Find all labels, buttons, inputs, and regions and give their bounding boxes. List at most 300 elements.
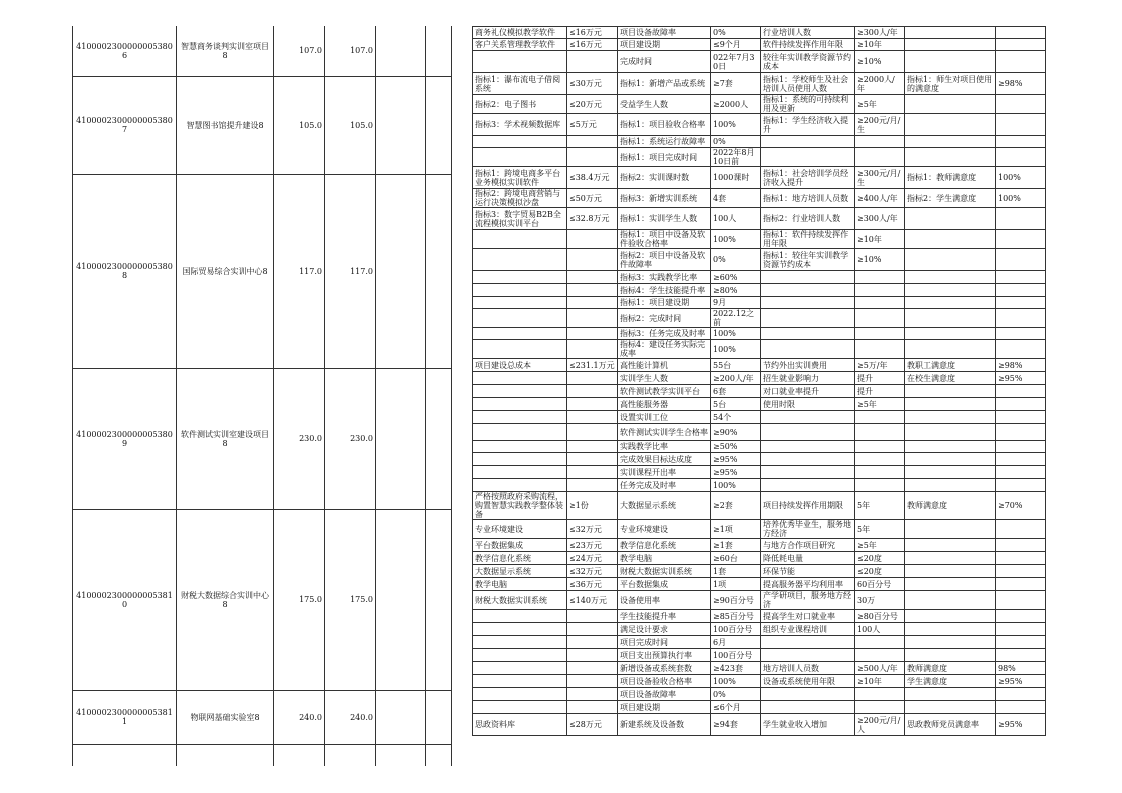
indicator-name-cell: 满足设计要求 bbox=[618, 623, 711, 636]
project-amount: 175.0 bbox=[325, 509, 376, 690]
indicator-name-cell: 指标3：数字贸易B2B全流程模拟实训平台 bbox=[473, 208, 567, 230]
indicator-value-cell: ≥2000人 bbox=[711, 95, 761, 114]
indicator-row bbox=[473, 136, 1046, 148]
indicator-value-cell: ≤24万元 bbox=[567, 552, 618, 565]
performance-indicator-table bbox=[472, 26, 1046, 736]
indicator-value-cell: ≥300人/年 bbox=[855, 208, 905, 230]
indicator-value-cell bbox=[996, 610, 1046, 623]
indicator-name-cell: 指标2：完成时间 bbox=[618, 309, 711, 328]
empty-cell bbox=[73, 744, 177, 766]
indicator-name-cell: 项目设备故障率 bbox=[618, 27, 711, 39]
indicator-value-cell bbox=[996, 328, 1046, 340]
indicator-row bbox=[473, 284, 1046, 297]
indicator-name-cell bbox=[761, 271, 855, 284]
indicator-name-cell: 教学信息化系统 bbox=[473, 552, 567, 565]
indicator-name-cell: 环保节能 bbox=[761, 565, 855, 578]
indicator-name-cell bbox=[473, 271, 567, 284]
indicator-value-cell bbox=[567, 328, 618, 340]
indicator-name-cell bbox=[905, 95, 996, 114]
indicator-name-cell: 指标1：项目建设期 bbox=[618, 297, 711, 309]
indicator-row bbox=[473, 189, 1046, 208]
indicator-name-cell bbox=[473, 701, 567, 714]
indicator-name-cell: 指标1：地方培训人员数 bbox=[761, 189, 855, 208]
indicator-name-cell bbox=[761, 466, 855, 479]
indicator-name-cell bbox=[761, 411, 855, 424]
indicator-name-cell: 项目支出预算执行率 bbox=[618, 649, 711, 662]
indicator-value-cell bbox=[855, 411, 905, 424]
indicator-value-cell: ≥2套 bbox=[711, 492, 761, 520]
indicator-value-cell bbox=[567, 466, 618, 479]
indicator-name-cell bbox=[761, 148, 855, 167]
indicator-name-cell: 受益学生人数 bbox=[618, 95, 711, 114]
project-name: 物联网基础实验室8 bbox=[177, 690, 274, 744]
indicator-value-cell bbox=[996, 565, 1046, 578]
indicator-value-cell: ≥5年 bbox=[855, 398, 905, 411]
indicator-row bbox=[473, 328, 1046, 340]
indicator-name-cell bbox=[905, 424, 996, 441]
indicator-name-cell bbox=[473, 441, 567, 453]
empty-cell bbox=[376, 509, 426, 690]
indicator-value-cell bbox=[996, 623, 1046, 636]
indicator-value-cell bbox=[567, 610, 618, 623]
empty-cell bbox=[376, 744, 426, 766]
indicator-value-cell bbox=[567, 230, 618, 249]
empty-cell bbox=[376, 26, 426, 76]
indicator-name-cell: 指标2：行业培训人数 bbox=[761, 208, 855, 230]
indicator-name-cell: 项目设备验收合格率 bbox=[618, 675, 711, 688]
project-code: 41000023000000053811 bbox=[73, 690, 177, 744]
indicator-value-cell: 100人 bbox=[711, 208, 761, 230]
project-name: 软件测试实训室建设项目8 bbox=[177, 368, 274, 509]
indicator-value-cell: ≥80百分号 bbox=[855, 610, 905, 623]
indicator-name-cell bbox=[473, 411, 567, 424]
indicator-name-cell: 教师满意度 bbox=[905, 492, 996, 520]
indicator-value-cell bbox=[855, 649, 905, 662]
indicator-row bbox=[473, 95, 1046, 114]
indicator-row bbox=[473, 662, 1046, 675]
indicator-row bbox=[473, 479, 1046, 492]
indicator-value-cell bbox=[567, 372, 618, 385]
project-amount: 105.0 bbox=[325, 76, 376, 174]
indicator-name-cell bbox=[905, 453, 996, 466]
indicator-row bbox=[473, 466, 1046, 479]
project-name: 财税大数据综合实训中心8 bbox=[177, 509, 274, 690]
indicator-name-cell: 提高服务器平均利用率 bbox=[761, 578, 855, 591]
indicator-value-cell: ≤36万元 bbox=[567, 578, 618, 591]
indicator-name-cell bbox=[905, 385, 996, 398]
indicator-value-cell: ≥1套 bbox=[711, 539, 761, 552]
indicator-name-cell: 组织专业课程培训 bbox=[761, 623, 855, 636]
indicator-value-cell bbox=[567, 701, 618, 714]
indicator-value-cell: ≤30万元 bbox=[567, 73, 618, 95]
indicator-value-cell: ≥95% bbox=[996, 675, 1046, 688]
indicator-value-cell: ≤9个月 bbox=[711, 39, 761, 51]
indicator-name-cell bbox=[761, 284, 855, 297]
indicator-value-cell: ≥10年 bbox=[855, 230, 905, 249]
project-code: 41000023000000053810 bbox=[73, 509, 177, 690]
indicator-value-cell: ≥5年 bbox=[855, 95, 905, 114]
indicator-name-cell bbox=[905, 411, 996, 424]
indicator-name-cell: 指标1：跨境电商多平台业务模拟实训软件 bbox=[473, 167, 567, 189]
indicator-name-cell: 商务礼仪模拟教学软件 bbox=[473, 27, 567, 39]
indicator-name-cell bbox=[905, 441, 996, 453]
indicator-value-cell: 100人 bbox=[855, 623, 905, 636]
indicator-row bbox=[473, 114, 1046, 136]
indicator-name-cell: 平台数据集成 bbox=[473, 539, 567, 552]
indicator-value-cell: ≥300元/月/生 bbox=[855, 167, 905, 189]
indicator-name-cell bbox=[473, 662, 567, 675]
indicator-name-cell bbox=[905, 539, 996, 552]
indicator-name-cell bbox=[473, 636, 567, 649]
indicator-name-cell bbox=[473, 51, 567, 73]
indicator-name-cell bbox=[905, 328, 996, 340]
indicator-value-cell: ≥94套 bbox=[711, 714, 761, 736]
indicator-value-cell: ≥10% bbox=[855, 51, 905, 73]
indicator-value-cell bbox=[855, 424, 905, 441]
indicator-value-cell: 100% bbox=[996, 189, 1046, 208]
indicator-name-cell: 财税大数据实训系统 bbox=[473, 591, 567, 610]
empty-cell bbox=[274, 744, 325, 766]
indicator-value-cell bbox=[996, 701, 1046, 714]
indicator-row bbox=[473, 688, 1046, 701]
empty-cell bbox=[426, 26, 452, 76]
indicator-value-cell: 98% bbox=[996, 662, 1046, 675]
indicator-row bbox=[473, 372, 1046, 385]
indicator-name-cell: 指标3：学术视频数据库 bbox=[473, 114, 567, 136]
indicator-value-cell: ≥10% bbox=[855, 249, 905, 271]
indicator-name-cell: 专业环境建设 bbox=[618, 520, 711, 539]
indicator-row bbox=[473, 520, 1046, 539]
indicator-value-cell bbox=[996, 424, 1046, 441]
indicator-name-cell bbox=[905, 230, 996, 249]
indicator-name-cell bbox=[905, 136, 996, 148]
indicator-value-cell: 0% bbox=[711, 249, 761, 271]
indicator-name-cell: 任务完成及时率 bbox=[618, 479, 711, 492]
indicator-name-cell: 指标1：系统的可持续利用及更新 bbox=[761, 95, 855, 114]
indicator-name-cell: 培养优秀毕业生，服务地方经济 bbox=[761, 520, 855, 539]
project-row bbox=[73, 76, 452, 174]
project-amount: 117.0 bbox=[274, 174, 325, 368]
indicator-value-cell bbox=[996, 51, 1046, 73]
indicator-row bbox=[473, 208, 1046, 230]
indicator-name-cell: 指标2：跨境电商营销与运行决策模拟沙盘 bbox=[473, 189, 567, 208]
indicator-row bbox=[473, 591, 1046, 610]
indicator-value-cell bbox=[567, 340, 618, 359]
indicator-value-cell bbox=[996, 230, 1046, 249]
indicator-value-cell: ≥85百分号 bbox=[711, 610, 761, 623]
indicator-name-cell: 指标1：学校师生及社会培训人员使用人数 bbox=[761, 73, 855, 95]
indicator-name-cell: 实践教学比率 bbox=[618, 441, 711, 453]
indicator-value-cell bbox=[996, 340, 1046, 359]
indicator-name-cell bbox=[905, 208, 996, 230]
indicator-name-cell: 指标1：师生对项目使用的满意度 bbox=[905, 73, 996, 95]
indicator-value-cell: ≤38.4万元 bbox=[567, 167, 618, 189]
indicator-name-cell bbox=[761, 636, 855, 649]
indicator-value-cell bbox=[996, 552, 1046, 565]
indicator-name-cell bbox=[761, 649, 855, 662]
indicator-value-cell bbox=[567, 662, 618, 675]
indicator-value-cell: ≤32万元 bbox=[567, 565, 618, 578]
indicator-value-cell: ≥95% bbox=[711, 453, 761, 466]
indicator-value-cell bbox=[567, 479, 618, 492]
indicator-name-cell: 项目建设总成本 bbox=[473, 359, 567, 372]
indicator-name-cell bbox=[905, 623, 996, 636]
indicator-name-cell: 指标2：实训课时数 bbox=[618, 167, 711, 189]
indicator-name-cell bbox=[905, 39, 996, 51]
indicator-row bbox=[473, 649, 1046, 662]
indicator-value-cell: ≤6个月 bbox=[711, 701, 761, 714]
indicator-value-cell: 6套 bbox=[711, 385, 761, 398]
indicator-name-cell bbox=[905, 701, 996, 714]
indicator-name-cell: 思政教师党员满意率 bbox=[905, 714, 996, 736]
indicator-row bbox=[473, 398, 1046, 411]
empty-cell bbox=[376, 174, 426, 368]
indicator-name-cell bbox=[473, 479, 567, 492]
indicator-row bbox=[473, 636, 1046, 649]
indicator-value-cell bbox=[996, 208, 1046, 230]
indicator-value-cell bbox=[996, 297, 1046, 309]
indicator-value-cell: ≤32万元 bbox=[567, 520, 618, 539]
indicator-value-cell: 提升 bbox=[855, 372, 905, 385]
project-name: 智慧图书馆提升建设8 bbox=[177, 76, 274, 174]
project-amount: 175.0 bbox=[274, 509, 325, 690]
indicator-name-cell: 指标1：实训学生人数 bbox=[618, 208, 711, 230]
indicator-name-cell bbox=[761, 328, 855, 340]
indicator-value-cell bbox=[567, 297, 618, 309]
indicator-name-cell bbox=[905, 591, 996, 610]
indicator-row bbox=[473, 271, 1046, 284]
indicator-name-cell: 严格按照政府采购流程，购置智慧实践教学整体装备 bbox=[473, 492, 567, 520]
indicator-value-cell: ≥400人/年 bbox=[855, 189, 905, 208]
indicator-value-cell: 5年 bbox=[855, 520, 905, 539]
empty-cell bbox=[177, 744, 274, 766]
indicator-row bbox=[473, 27, 1046, 39]
indicator-row bbox=[473, 441, 1046, 453]
indicator-name-cell: 项目建设期 bbox=[618, 39, 711, 51]
indicator-row bbox=[473, 424, 1046, 441]
indicator-name-cell: 指标1：学生经济收入提升 bbox=[761, 114, 855, 136]
indicator-value-cell bbox=[996, 95, 1046, 114]
indicator-value-cell: ≥50% bbox=[711, 441, 761, 453]
indicator-value-cell: ≤32.8万元 bbox=[567, 208, 618, 230]
project-amount: 117.0 bbox=[325, 174, 376, 368]
project-row bbox=[73, 26, 452, 76]
indicator-value-cell: 100百分号 bbox=[711, 623, 761, 636]
indicator-name-cell: 指标3：新增实训系统 bbox=[618, 189, 711, 208]
indicator-name-cell bbox=[473, 385, 567, 398]
indicator-row bbox=[473, 675, 1046, 688]
indicator-value-cell bbox=[855, 453, 905, 466]
indicator-value-cell: ≤16万元 bbox=[567, 27, 618, 39]
indicator-value-cell bbox=[855, 466, 905, 479]
indicator-name-cell: 指标1：项目完成时间 bbox=[618, 148, 711, 167]
indicator-value-cell: 100% bbox=[711, 114, 761, 136]
indicator-value-cell bbox=[855, 309, 905, 328]
indicator-value-cell: 100% bbox=[996, 167, 1046, 189]
indicator-name-cell: 专业环境建设 bbox=[473, 520, 567, 539]
project-row bbox=[73, 690, 452, 744]
indicator-row bbox=[473, 453, 1046, 466]
indicator-name-cell bbox=[761, 297, 855, 309]
indicator-value-cell: 0% bbox=[711, 688, 761, 701]
indicator-name-cell: 软件测试教学实训平台 bbox=[618, 385, 711, 398]
indicator-value-cell: 0% bbox=[711, 27, 761, 39]
indicator-name-cell: 指标1：软件持续发挥作用年限 bbox=[761, 230, 855, 249]
indicator-row bbox=[473, 623, 1046, 636]
indicator-value-cell: 022年7月30日 bbox=[711, 51, 761, 73]
indicator-name-cell: 行业培训人数 bbox=[761, 27, 855, 39]
indicator-name-cell bbox=[761, 424, 855, 441]
indicator-name-cell: 教学电脑 bbox=[618, 552, 711, 565]
indicator-name-cell bbox=[905, 309, 996, 328]
indicator-name-cell: 使用时限 bbox=[761, 398, 855, 411]
indicator-value-cell: 1000课时 bbox=[711, 167, 761, 189]
indicator-value-cell bbox=[567, 649, 618, 662]
indicator-name-cell: 大数据显示系统 bbox=[618, 492, 711, 520]
indicator-value-cell bbox=[996, 466, 1046, 479]
indicator-name-cell: 财税大数据实训系统 bbox=[618, 565, 711, 578]
indicator-value-cell bbox=[996, 271, 1046, 284]
indicator-value-cell bbox=[996, 479, 1046, 492]
indicator-value-cell bbox=[567, 148, 618, 167]
indicator-row bbox=[473, 701, 1046, 714]
indicator-value-cell bbox=[996, 398, 1046, 411]
indicator-value-cell: 60百分号 bbox=[855, 578, 905, 591]
indicator-name-cell bbox=[761, 309, 855, 328]
indicator-row bbox=[473, 309, 1046, 328]
project-row bbox=[73, 744, 452, 766]
empty-cell bbox=[325, 744, 376, 766]
indicator-name-cell bbox=[905, 340, 996, 359]
indicator-row bbox=[473, 411, 1046, 424]
indicator-name-cell bbox=[473, 649, 567, 662]
indicator-value-cell bbox=[567, 688, 618, 701]
indicator-value-cell: 2022年8月10日前 bbox=[711, 148, 761, 167]
indicator-row bbox=[473, 167, 1046, 189]
indicator-value-cell: ≥70% bbox=[996, 492, 1046, 520]
indicator-value-cell: ≥98% bbox=[996, 73, 1046, 95]
indicator-value-cell: ≤5万元 bbox=[567, 114, 618, 136]
indicator-value-cell: ≥90百分号 bbox=[711, 591, 761, 610]
indicator-value-cell: 提升 bbox=[855, 385, 905, 398]
indicator-name-cell bbox=[905, 636, 996, 649]
indicator-value-cell: ≤28万元 bbox=[567, 714, 618, 736]
empty-cell bbox=[376, 368, 426, 509]
indicator-name-cell bbox=[761, 441, 855, 453]
indicator-name-cell: 指标2：项目中设备及软件故障率 bbox=[618, 249, 711, 271]
indicator-row bbox=[473, 359, 1046, 372]
indicator-value-cell: 100% bbox=[711, 328, 761, 340]
indicator-value-cell bbox=[996, 309, 1046, 328]
indicator-name-cell bbox=[761, 136, 855, 148]
project-name: 国际贸易综合实训中心8 bbox=[177, 174, 274, 368]
indicator-name-cell bbox=[473, 284, 567, 297]
indicator-row bbox=[473, 148, 1046, 167]
indicator-name-cell bbox=[473, 230, 567, 249]
indicator-name-cell bbox=[473, 424, 567, 441]
indicator-name-cell: 学生就业收入增加 bbox=[761, 714, 855, 736]
indicator-name-cell bbox=[905, 27, 996, 39]
indicator-row bbox=[473, 610, 1046, 623]
indicator-name-cell: 设备或系统使用年限 bbox=[761, 675, 855, 688]
indicator-name-cell bbox=[473, 466, 567, 479]
indicator-value-cell bbox=[567, 309, 618, 328]
indicator-row bbox=[473, 714, 1046, 736]
indicator-name-cell: 产学研项目，服务地方经济 bbox=[761, 591, 855, 610]
indicator-row bbox=[473, 51, 1046, 73]
indicator-value-cell bbox=[996, 591, 1046, 610]
indicator-name-cell: 完成效果目标达成度 bbox=[618, 453, 711, 466]
indicator-value-cell: ≥95% bbox=[711, 466, 761, 479]
indicator-name-cell: 大数据显示系统 bbox=[473, 565, 567, 578]
indicator-value-cell bbox=[855, 340, 905, 359]
indicator-name-cell: 教学信息化系统 bbox=[618, 539, 711, 552]
indicator-value-cell: ≥98% bbox=[996, 359, 1046, 372]
indicator-name-cell: 指标1：瀑布流电子借阅系统 bbox=[473, 73, 567, 95]
indicator-value-cell bbox=[996, 688, 1046, 701]
indicator-value-cell bbox=[855, 297, 905, 309]
indicator-name-cell bbox=[905, 148, 996, 167]
project-amount: 107.0 bbox=[325, 26, 376, 76]
indicator-name-cell: 在校生满意度 bbox=[905, 372, 996, 385]
indicator-value-cell: ≥200元/月/人 bbox=[855, 714, 905, 736]
indicator-value-cell bbox=[996, 136, 1046, 148]
indicator-name-cell bbox=[473, 623, 567, 636]
indicator-value-cell bbox=[855, 136, 905, 148]
indicator-value-cell bbox=[996, 39, 1046, 51]
project-code: 41000023000000053807 bbox=[73, 76, 177, 174]
indicator-name-cell: 完成时间 bbox=[618, 51, 711, 73]
indicator-value-cell: 30万 bbox=[855, 591, 905, 610]
indicator-value-cell: ≥90% bbox=[711, 424, 761, 441]
indicator-value-cell bbox=[855, 701, 905, 714]
indicator-row bbox=[473, 578, 1046, 591]
indicator-row bbox=[473, 230, 1046, 249]
indicator-value-cell: ≥95% bbox=[996, 714, 1046, 736]
indicator-value-cell bbox=[567, 271, 618, 284]
indicator-name-cell: 教职工满意度 bbox=[905, 359, 996, 372]
indicator-value-cell: ≥7套 bbox=[711, 73, 761, 95]
indicator-name-cell: 指标1：系统运行故障率 bbox=[618, 136, 711, 148]
indicator-value-cell: 54个 bbox=[711, 411, 761, 424]
project-amount: 240.0 bbox=[274, 690, 325, 744]
indicator-name-cell: 与地方合作项目研究 bbox=[761, 539, 855, 552]
indicator-value-cell bbox=[567, 398, 618, 411]
indicator-name-cell bbox=[761, 688, 855, 701]
indicator-value-cell: 2022.12之前 bbox=[711, 309, 761, 328]
indicator-name-cell bbox=[473, 136, 567, 148]
indicator-value-cell bbox=[855, 284, 905, 297]
indicator-name-cell: 指标4：学生技能提升率 bbox=[618, 284, 711, 297]
indicator-value-cell bbox=[567, 385, 618, 398]
indicator-row bbox=[473, 492, 1046, 520]
indicator-value-cell bbox=[567, 636, 618, 649]
indicator-name-cell bbox=[473, 148, 567, 167]
indicator-value-cell: 1套 bbox=[711, 565, 761, 578]
indicator-value-cell: ≤20度 bbox=[855, 565, 905, 578]
indicator-value-cell bbox=[855, 148, 905, 167]
indicator-name-cell: 软件测试实训学生合格率 bbox=[618, 424, 711, 441]
indicator-value-cell: ≤50万元 bbox=[567, 189, 618, 208]
indicator-row bbox=[473, 552, 1046, 565]
indicator-value-cell bbox=[567, 623, 618, 636]
indicator-name-cell bbox=[761, 479, 855, 492]
indicator-name-cell bbox=[905, 51, 996, 73]
indicator-value-cell: ≥1份 bbox=[567, 492, 618, 520]
indicator-value-cell bbox=[855, 271, 905, 284]
indicator-value-cell bbox=[996, 27, 1046, 39]
indicator-name-cell: 指标3：实践教学比率 bbox=[618, 271, 711, 284]
